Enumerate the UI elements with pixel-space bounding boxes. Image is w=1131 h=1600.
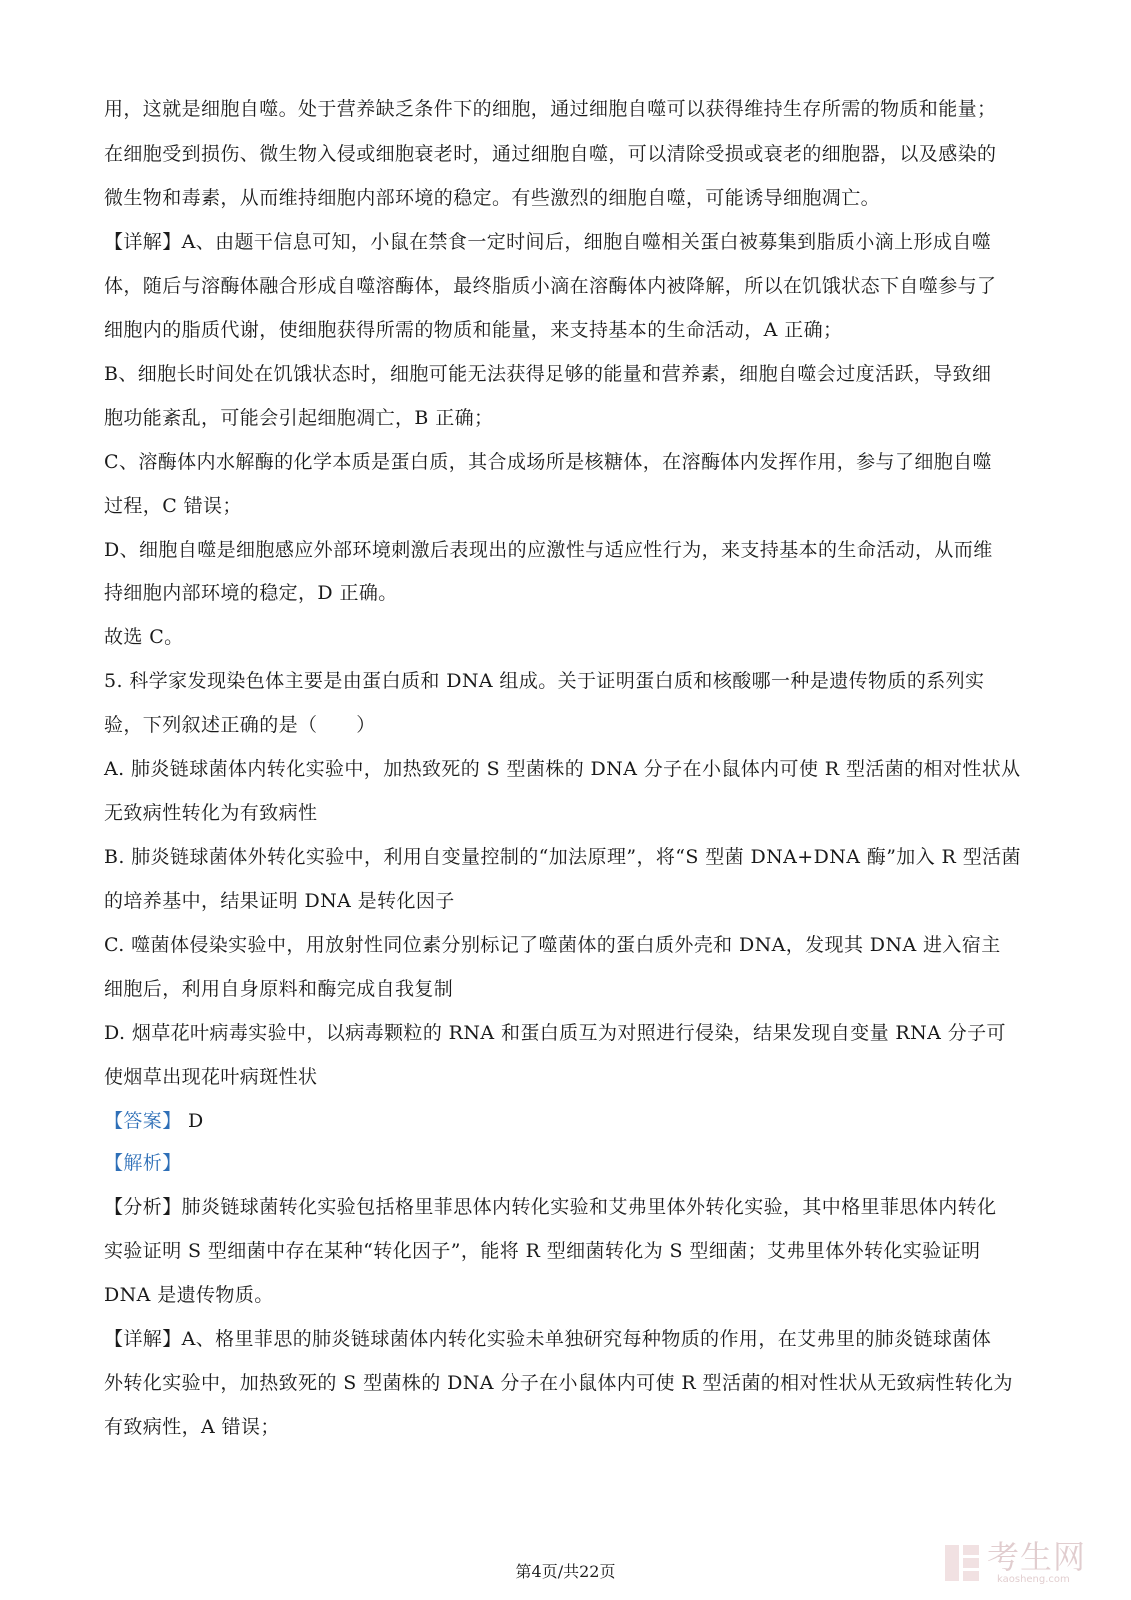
text-line [104, 450, 992, 474]
text-line [104, 1239, 980, 1263]
line-text: C. 噬菌体侵染实验中，用放射性同位素分别标记了噬菌体的蛋白质外壳和 DNA，发现其 DNA 进入宿主 [104, 934, 1001, 956]
watermark [943, 1538, 1103, 1588]
text-line [104, 845, 1021, 869]
text-line [104, 889, 455, 913]
line-text: D、细胞自噬是细胞感应外部环境刺激后表现出的应激性与适应性行为，来支持基本的生命活动，从而维 [104, 539, 993, 561]
line-text: 细胞内的脂质代谢，使细胞获得所需的物质和能量，来支持基本的生命活动，A 正确； [104, 319, 843, 341]
line-text: 验，下列叙述正确的是（ ） [104, 714, 376, 736]
watermark-url: kaosheng.com [997, 1574, 1070, 1585]
line-text: 持细胞内部环境的稳定，D 正确。 [104, 582, 398, 604]
line-text: 外转化实验中，加热致死的 S 型菌株的 DNA 分子在小鼠体内可使 R 型活菌的相对性状从无致病性转化为 [104, 1372, 1013, 1394]
line-text: 的培养基中，结果证明 DNA 是转化因子 [104, 890, 455, 912]
line-text: 在细胞受到损伤、微生物入侵或细胞衰老时，通过细胞自噬，可以清除受损或衰老的细胞器，以及感染的 [104, 143, 997, 165]
text-line [104, 581, 398, 605]
line-text: DNA 是遗传物质。 [104, 1284, 274, 1306]
text-line [104, 538, 993, 562]
line-text: 5. 科学家发现染色体主要是由蛋白质和 DNA 组成。关于证明蛋白质和核酸哪一种是遗传物质的系列实 [104, 670, 985, 692]
line-text: 使烟草出现花叶病斑性状 [104, 1066, 318, 1088]
line-text: 细胞后，利用自身原料和酶完成自我复制 [104, 978, 454, 1000]
line-text: 体，随后与溶酶体融合形成自噬溶酶体，最终脂质小滴在溶酶体内被降解，所以在饥饿状态下自噬参与了 [104, 275, 997, 297]
text-line [104, 274, 996, 298]
text-line [104, 1065, 317, 1089]
line-text: 无致病性转化为有致病性 [104, 802, 318, 824]
line-text: 有致病性，A 错误； [104, 1416, 280, 1438]
watermark-logo-icon [943, 1543, 981, 1583]
page-number-label: 第4页/共22页 [515, 1562, 616, 1581]
line-text: 实验证明 S 型细菌中存在某种“转化因子”，能将 R 型细菌转化为 S 型细菌；艾弗里体外转化实验证明 [104, 1240, 981, 1262]
line-text: 微生物和毒素，从而维持细胞内部环境的稳定。有些激烈的细胞自噬，可能诱导细胞凋亡。 [104, 187, 881, 209]
line-text: D. 烟草花叶病毒实验中，以病毒颗粒的 RNA 和蛋白质互为对照进行侵染，结果发现自变量 RNA 分子可 [104, 1022, 1006, 1044]
text-line [104, 933, 1001, 957]
line-text: 用，这就是细胞自噬。处于营养缺乏条件下的细胞，通过细胞自噬可以获得维持生存所需的物质和能量； [104, 98, 997, 120]
line-text: A. 肺炎链球菌体内转化实验中，加热致死的 S 型菌株的 DNA 分子在小鼠体内可使 R 型活菌的相对性状从 [104, 758, 1021, 780]
line-text: 胞功能紊乱，可能会引起细胞凋亡，B 正确； [104, 407, 494, 429]
line-text: C、溶酶体内水解酶的化学本质是蛋白质，其合成场所是核糖体，在溶酶体内发挥作用，参与了细胞自噬 [104, 451, 992, 473]
text-line [104, 1151, 182, 1175]
text-line [104, 669, 984, 693]
text-line [104, 494, 242, 518]
watermark-brand: 考生网 [987, 1538, 1087, 1576]
text-line [104, 625, 184, 649]
text-line [104, 97, 996, 121]
text-line [104, 801, 317, 825]
line-text: B、细胞长时间处在饥饿状态时，细胞可能无法获得足够的能量和营养素，细胞自噬会过度活跃，导致细 [104, 363, 992, 385]
text-line [104, 230, 991, 254]
text-line [104, 1327, 991, 1351]
text-line [104, 977, 453, 1001]
line-text: 过程，C 错误； [104, 495, 242, 517]
line-text: 【详解】A、由题干信息可知，小鼠在禁食一定时间后，细胞自噬相关蛋白被募集到脂质小滴上形成自噬 [104, 231, 992, 253]
line-text: 故选 C。 [104, 626, 184, 648]
text-line [104, 362, 991, 386]
line-text: 【分析】肺炎链球菌转化实验包括格里菲思体内转化实验和艾弗里体外转化实验，其中格里菲思体内转化 [104, 1196, 997, 1218]
text-line [104, 1021, 1006, 1045]
text-line [104, 318, 842, 342]
section-label: 【答案】 [104, 1110, 182, 1132]
line-text: D [181, 1110, 204, 1132]
text-line [104, 142, 996, 166]
section-label: 【解析】 [104, 1152, 182, 1174]
text-line [104, 1109, 204, 1133]
line-text: 【详解】A、格里菲思的肺炎链球菌体内转化实验未单独研究每种物质的作用，在艾弗里的肺炎链球菌体 [104, 1328, 992, 1350]
text-line [104, 406, 493, 430]
text-line [104, 713, 376, 737]
text-line [104, 1283, 274, 1307]
text-line [104, 1195, 996, 1219]
text-line [104, 1415, 280, 1439]
text-line [104, 186, 880, 210]
text-line [104, 1371, 1013, 1395]
line-text: B. 肺炎链球菌体外转化实验中，利用自变量控制的“加法原理”，将“S 型菌 DNA+DNA 酶”加入 R 型活菌 [104, 846, 1021, 868]
text-line [104, 757, 1021, 781]
